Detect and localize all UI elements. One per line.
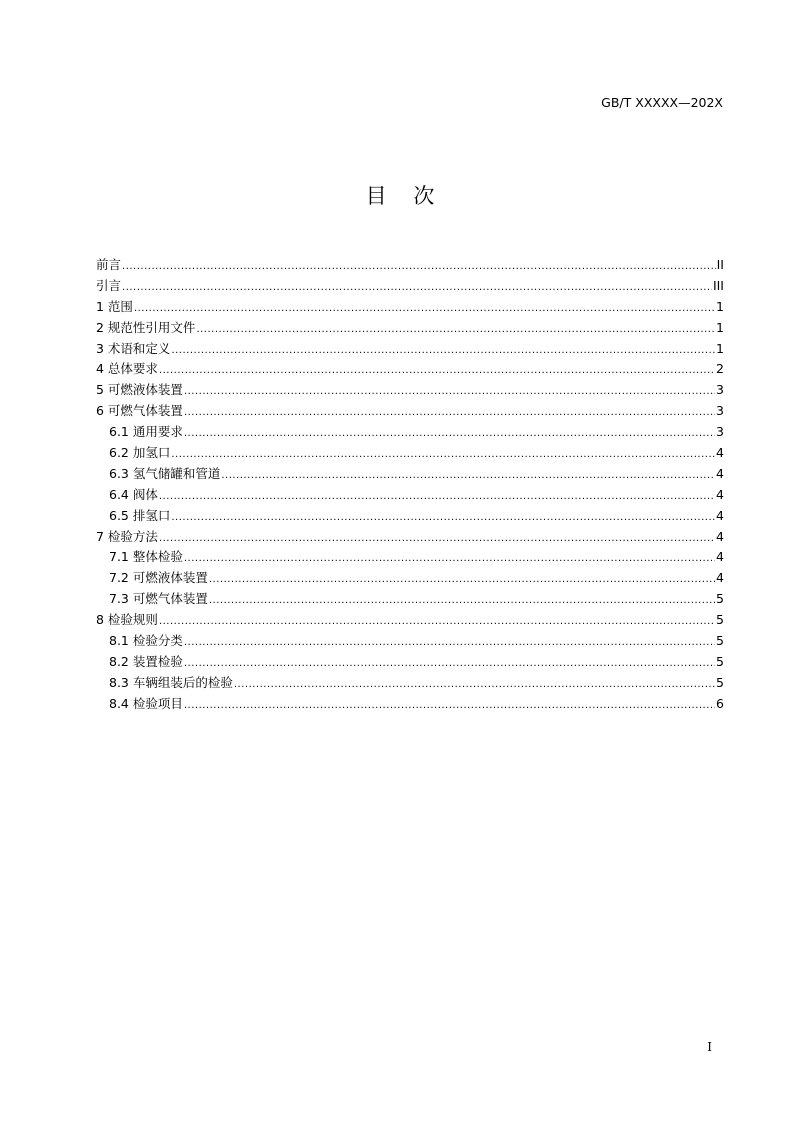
toc-entry-label: 8.3 车辆组装后的检验 bbox=[109, 674, 233, 690]
toc-entry[interactable] bbox=[96, 568, 724, 589]
toc-entry[interactable] bbox=[96, 422, 724, 443]
toc-entry-page: 5 bbox=[716, 674, 724, 690]
toc-entry-page: 4 bbox=[716, 528, 724, 544]
toc-entry-page: 5 bbox=[716, 612, 724, 628]
toc-entry[interactable] bbox=[96, 652, 724, 673]
toc-entry[interactable] bbox=[96, 276, 724, 297]
toc-entry-label: 7.3 可燃气体装置 bbox=[109, 591, 208, 607]
toc-entry[interactable] bbox=[96, 339, 724, 360]
toc-entry[interactable] bbox=[96, 255, 724, 276]
toc-entry-label: 1 范围 bbox=[96, 298, 133, 314]
toc-entry-label: 6.3 氢气储罐和管道 bbox=[109, 465, 221, 481]
toc-dot-leader bbox=[134, 299, 715, 320]
toc-dot-leader bbox=[122, 257, 716, 278]
toc-entry-page: 3 bbox=[716, 424, 724, 440]
toc-dot-leader bbox=[209, 591, 715, 612]
toc-dot-leader bbox=[184, 654, 715, 675]
toc-dot-leader bbox=[171, 445, 715, 466]
toc-entry-page: 4 bbox=[716, 549, 724, 565]
page-number: I bbox=[707, 1040, 712, 1054]
toc-dot-leader bbox=[171, 341, 715, 362]
toc-entry-label: 前言 bbox=[96, 257, 122, 272]
toc-dot-leader bbox=[184, 382, 715, 403]
toc-entry-page: 6 bbox=[716, 695, 724, 711]
toc-entry-page: 2 bbox=[716, 361, 724, 377]
toc-entry-page: 4 bbox=[716, 445, 724, 461]
toc-entry-label: 8.4 检验项目 bbox=[109, 695, 183, 711]
toc-entry-label: 5 可燃液体装置 bbox=[96, 382, 183, 398]
toc-entry[interactable] bbox=[96, 631, 724, 652]
toc-entry-page: 3 bbox=[716, 403, 724, 419]
toc-entry-label: 6.5 排氢口 bbox=[109, 507, 171, 523]
toc-entry[interactable] bbox=[96, 610, 724, 631]
toc-entry-label: 8.1 检验分类 bbox=[109, 633, 183, 649]
toc-dot-leader bbox=[196, 320, 715, 341]
toc-dot-leader bbox=[171, 508, 715, 529]
toc-entry-label: 8.2 装置检验 bbox=[109, 653, 183, 669]
toc-entry-page: 5 bbox=[716, 653, 724, 669]
toc-entry-page: II bbox=[716, 257, 724, 272]
toc-entry-label: 7 检验方法 bbox=[96, 528, 158, 544]
toc-entry-label: 8 检验规则 bbox=[96, 612, 158, 628]
table-of-contents bbox=[96, 255, 724, 715]
toc-entry[interactable] bbox=[96, 318, 724, 339]
toc-dot-leader bbox=[184, 424, 715, 445]
toc-entry[interactable] bbox=[96, 589, 724, 610]
document-code: GB/T XXXXX—202X bbox=[601, 95, 723, 110]
toc-entry-page: 4 bbox=[716, 570, 724, 586]
toc-entry[interactable] bbox=[96, 401, 724, 422]
toc-entry-page: 1 bbox=[716, 340, 724, 356]
toc-dot-leader bbox=[159, 529, 715, 550]
toc-entry[interactable] bbox=[96, 673, 724, 694]
toc-entry-label: 2 规范性引用文件 bbox=[96, 319, 196, 335]
toc-entry-page: 3 bbox=[716, 382, 724, 398]
toc-entry-label: 7.2 可燃液体装置 bbox=[109, 570, 208, 586]
toc-entry-page: 5 bbox=[716, 591, 724, 607]
toc-dot-leader bbox=[184, 633, 715, 654]
toc-dot-leader bbox=[122, 278, 712, 299]
toc-title: 目 次 bbox=[365, 184, 445, 208]
toc-entry-label: 6.2 加氢口 bbox=[109, 445, 171, 461]
toc-entry[interactable] bbox=[96, 485, 724, 506]
toc-entry[interactable] bbox=[96, 527, 724, 548]
toc-entry-page: 4 bbox=[716, 465, 724, 481]
toc-entry[interactable] bbox=[96, 443, 724, 464]
toc-entry-page: III bbox=[712, 277, 724, 293]
toc-entry-page: 1 bbox=[716, 319, 724, 335]
toc-dot-leader bbox=[184, 403, 715, 424]
toc-dot-leader bbox=[159, 612, 715, 633]
toc-entry[interactable] bbox=[96, 297, 724, 318]
toc-dot-leader bbox=[221, 466, 715, 487]
toc-entry-label: 6.4 阀体 bbox=[109, 486, 158, 502]
toc-entry[interactable] bbox=[96, 380, 724, 401]
toc-entry-label: 4 总体要求 bbox=[96, 361, 158, 377]
toc-dot-leader bbox=[209, 570, 715, 591]
toc-entry-label: 6.1 通用要求 bbox=[109, 424, 183, 440]
toc-entry[interactable] bbox=[96, 464, 724, 485]
toc-entry-page: 5 bbox=[716, 633, 724, 649]
toc-entry[interactable] bbox=[96, 506, 724, 527]
toc-entry-label: 3 术语和定义 bbox=[96, 340, 171, 356]
toc-entry-label: 引言 bbox=[96, 277, 122, 293]
toc-entry-page: 4 bbox=[716, 507, 724, 523]
toc-entry-label: 7.1 整体检验 bbox=[109, 549, 183, 565]
toc-dot-leader bbox=[159, 361, 715, 382]
toc-dot-leader bbox=[184, 549, 715, 570]
toc-entry-page: 4 bbox=[716, 486, 724, 502]
toc-entry[interactable] bbox=[96, 694, 724, 715]
toc-entry[interactable] bbox=[96, 547, 724, 568]
toc-entry-page: 1 bbox=[716, 298, 724, 314]
toc-entry-label: 6 可燃气体装置 bbox=[96, 403, 183, 419]
toc-dot-leader bbox=[184, 696, 715, 717]
toc-dot-leader bbox=[159, 487, 715, 508]
toc-dot-leader bbox=[234, 675, 715, 696]
toc-entry[interactable] bbox=[96, 359, 724, 380]
